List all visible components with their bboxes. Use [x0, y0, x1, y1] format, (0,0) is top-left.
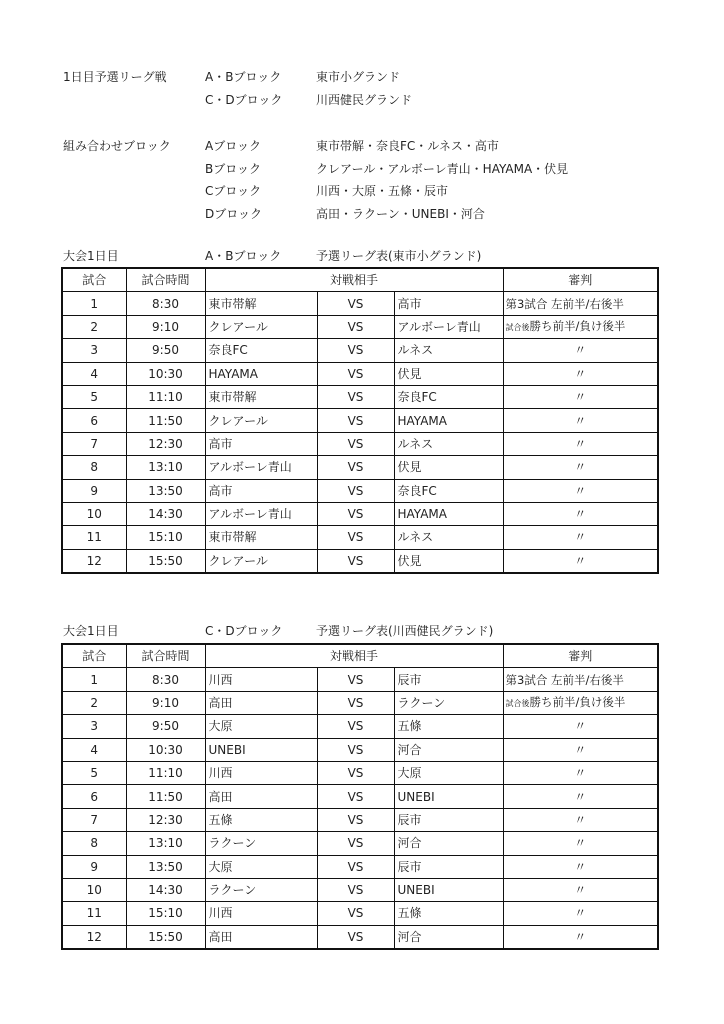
table-row	[62, 432, 658, 455]
away-team: 辰市	[394, 668, 503, 691]
match-time: 10:30	[126, 738, 205, 761]
match-number: 12	[62, 549, 126, 573]
referee: 〃	[503, 526, 658, 549]
away-team: 辰市	[394, 808, 503, 831]
vs-label: VS	[317, 902, 394, 925]
schedule-label: 1日目予選リーグ戦	[63, 70, 167, 84]
match-number: 9	[62, 855, 126, 878]
column-referee: 審判	[503, 644, 658, 668]
group-block: Dブロック	[205, 207, 263, 221]
referee: 〃	[503, 832, 658, 855]
home-team: 高田	[205, 785, 317, 808]
away-team: 伏見	[394, 362, 503, 385]
column-opponents: 対戦相手	[205, 268, 503, 292]
vs-label: VS	[317, 738, 394, 761]
table-row	[62, 785, 658, 808]
referee: 〃	[503, 761, 658, 784]
home-team: クレアール	[205, 549, 317, 573]
table-header	[62, 268, 658, 292]
match-number: 7	[62, 432, 126, 455]
away-team: 五條	[394, 715, 503, 738]
table-row	[62, 925, 658, 949]
away-team: HAYAMA	[394, 502, 503, 525]
vs-label: VS	[317, 785, 394, 808]
match-time: 8:30	[126, 668, 205, 691]
match-number: 8	[62, 832, 126, 855]
match-number: 3	[62, 339, 126, 362]
column-time: 試合時間	[126, 644, 205, 668]
group-teams: 東市帯解・奈良FC・ルネス・高市	[316, 139, 499, 153]
vs-label: VS	[317, 432, 394, 455]
referee: 試合後勝ち前半/負け後半	[503, 315, 658, 338]
vs-label: VS	[317, 362, 394, 385]
column-referee: 審判	[503, 268, 658, 292]
referee: 第3試合 左前半/右後半	[503, 668, 658, 691]
home-team: 高田	[205, 691, 317, 714]
home-team: 東市帯解	[205, 526, 317, 549]
table-row	[62, 855, 658, 878]
match-time: 8:30	[126, 292, 205, 315]
match-number: 1	[62, 292, 126, 315]
table-day: 大会1日目	[63, 249, 119, 263]
column-opponents: 対戦相手	[205, 644, 503, 668]
vs-label: VS	[317, 855, 394, 878]
home-team: 高田	[205, 925, 317, 949]
match-time: 13:10	[126, 832, 205, 855]
away-team: ルネス	[394, 526, 503, 549]
match-time: 13:50	[126, 855, 205, 878]
table-row	[62, 315, 658, 338]
league-table-cd	[61, 643, 659, 950]
match-number: 7	[62, 808, 126, 831]
vs-label: VS	[317, 292, 394, 315]
home-team: 東市帯解	[205, 292, 317, 315]
venue-name: 川西健民グランド	[316, 93, 413, 107]
match-time: 11:10	[126, 761, 205, 784]
away-team: 河合	[394, 925, 503, 949]
vs-label: VS	[317, 339, 394, 362]
table-title: 予選リーグ表(川西健民グランド)	[316, 624, 494, 638]
away-team: UNEBI	[394, 878, 503, 901]
table-row	[62, 456, 658, 479]
home-team: 東市帯解	[205, 385, 317, 408]
match-number: 6	[62, 409, 126, 432]
referee: 第3試合 左前半/右後半	[503, 292, 658, 315]
home-team: 大原	[205, 855, 317, 878]
table-row	[62, 526, 658, 549]
match-number: 4	[62, 738, 126, 761]
home-team: UNEBI	[205, 738, 317, 761]
table-row	[62, 549, 658, 573]
away-team: 奈良FC	[394, 479, 503, 502]
table-row	[62, 878, 658, 901]
referee: 〃	[503, 432, 658, 455]
table-row	[62, 761, 658, 784]
referee: 〃	[503, 502, 658, 525]
referee-note: 試合後	[505, 322, 530, 332]
match-number: 2	[62, 315, 126, 338]
venue-block: A・Bブロック	[205, 70, 282, 84]
vs-label: VS	[317, 456, 394, 479]
vs-label: VS	[317, 808, 394, 831]
match-time: 11:10	[126, 385, 205, 408]
table-block: C・Dブロック	[205, 624, 283, 638]
table-header	[62, 644, 658, 668]
home-team: ラクーン	[205, 878, 317, 901]
groups-label: 組み合わせブロック	[63, 139, 171, 153]
away-team: ルネス	[394, 432, 503, 455]
table-row	[62, 479, 658, 502]
away-team: 五條	[394, 902, 503, 925]
table-row	[62, 502, 658, 525]
away-team: HAYAMA	[394, 409, 503, 432]
home-team: ラクーン	[205, 832, 317, 855]
away-team: ルネス	[394, 339, 503, 362]
vs-label: VS	[317, 315, 394, 338]
referee: 〃	[503, 808, 658, 831]
home-team: 川西	[205, 902, 317, 925]
match-time: 15:10	[126, 526, 205, 549]
group-block: Bブロック	[205, 162, 261, 176]
match-number: 4	[62, 362, 126, 385]
match-time: 14:30	[126, 502, 205, 525]
table-row	[62, 409, 658, 432]
table-row	[62, 808, 658, 831]
home-team: クレアール	[205, 409, 317, 432]
referee: 〃	[503, 925, 658, 949]
table-row	[62, 362, 658, 385]
vs-label: VS	[317, 479, 394, 502]
match-time: 13:10	[126, 456, 205, 479]
vs-label: VS	[317, 715, 394, 738]
column-match: 試合	[62, 268, 126, 292]
referee: 〃	[503, 479, 658, 502]
group-teams: 高田・ラクーン・UNEBI・河合	[316, 207, 485, 221]
table-row	[62, 832, 658, 855]
match-time: 14:30	[126, 878, 205, 901]
vs-label: VS	[317, 526, 394, 549]
away-team: 高市	[394, 292, 503, 315]
match-time: 9:50	[126, 339, 205, 362]
venue-name: 東市小グランド	[316, 70, 401, 84]
match-time: 9:50	[126, 715, 205, 738]
home-team: アルボーレ青山	[205, 502, 317, 525]
away-team: 辰市	[394, 855, 503, 878]
home-team: HAYAMA	[205, 362, 317, 385]
match-time: 13:50	[126, 479, 205, 502]
match-number: 10	[62, 878, 126, 901]
group-teams: クレアール・アルボーレ青山・HAYAMA・伏見	[316, 162, 569, 176]
match-number: 11	[62, 526, 126, 549]
match-time: 9:10	[126, 315, 205, 338]
away-team: 伏見	[394, 456, 503, 479]
vs-label: VS	[317, 385, 394, 408]
referee: 〃	[503, 362, 658, 385]
away-team: アルボーレ青山	[394, 315, 503, 338]
referee: 〃	[503, 339, 658, 362]
match-number: 12	[62, 925, 126, 949]
away-team: ラクーン	[394, 691, 503, 714]
table-row	[62, 902, 658, 925]
table-row	[62, 715, 658, 738]
table-row	[62, 738, 658, 761]
referee: 〃	[503, 738, 658, 761]
vs-label: VS	[317, 691, 394, 714]
table-title: 予選リーグ表(東市小グランド)	[316, 249, 482, 263]
match-time: 12:30	[126, 432, 205, 455]
match-number: 5	[62, 761, 126, 784]
table-block: A・Bブロック	[205, 249, 282, 263]
away-team: 伏見	[394, 549, 503, 573]
venue-block: C・Dブロック	[205, 93, 283, 107]
referee: 〃	[503, 409, 658, 432]
match-time: 11:50	[126, 409, 205, 432]
referee: 〃	[503, 456, 658, 479]
away-team: UNEBI	[394, 785, 503, 808]
vs-label: VS	[317, 761, 394, 784]
home-team: クレアール	[205, 315, 317, 338]
match-number: 8	[62, 456, 126, 479]
match-time: 12:30	[126, 808, 205, 831]
referee: 試合後勝ち前半/負け後半	[503, 691, 658, 714]
vs-label: VS	[317, 502, 394, 525]
referee: 〃	[503, 902, 658, 925]
column-match: 試合	[62, 644, 126, 668]
vs-label: VS	[317, 925, 394, 949]
referee: 〃	[503, 715, 658, 738]
home-team: 大原	[205, 715, 317, 738]
match-number: 10	[62, 502, 126, 525]
home-team: 高市	[205, 432, 317, 455]
vs-label: VS	[317, 549, 394, 573]
match-time: 15:10	[126, 902, 205, 925]
match-number: 9	[62, 479, 126, 502]
table-day: 大会1日目	[63, 624, 119, 638]
match-number: 3	[62, 715, 126, 738]
match-time: 15:50	[126, 549, 205, 573]
match-time: 15:50	[126, 925, 205, 949]
referee: 〃	[503, 785, 658, 808]
table-row	[62, 668, 658, 691]
vs-label: VS	[317, 409, 394, 432]
away-team: 奈良FC	[394, 385, 503, 408]
match-number: 11	[62, 902, 126, 925]
group-block: Cブロック	[205, 184, 262, 198]
home-team: アルボーレ青山	[205, 456, 317, 479]
vs-label: VS	[317, 832, 394, 855]
home-team: 奈良FC	[205, 339, 317, 362]
table-row	[62, 339, 658, 362]
match-number: 6	[62, 785, 126, 808]
referee: 〃	[503, 878, 658, 901]
referee-note: 試合後	[505, 698, 530, 708]
match-time: 11:50	[126, 785, 205, 808]
table-row	[62, 691, 658, 714]
away-team: 河合	[394, 738, 503, 761]
away-team: 大原	[394, 761, 503, 784]
home-team: 高市	[205, 479, 317, 502]
league-table-ab	[61, 267, 659, 574]
match-time: 10:30	[126, 362, 205, 385]
table-row	[62, 292, 658, 315]
home-team: 川西	[205, 668, 317, 691]
home-team: 川西	[205, 761, 317, 784]
match-number: 5	[62, 385, 126, 408]
referee: 〃	[503, 549, 658, 573]
referee: 〃	[503, 385, 658, 408]
vs-label: VS	[317, 668, 394, 691]
column-time: 試合時間	[126, 268, 205, 292]
group-teams: 川西・大原・五條・辰市	[316, 184, 449, 198]
referee: 〃	[503, 855, 658, 878]
match-number: 2	[62, 691, 126, 714]
match-time: 9:10	[126, 691, 205, 714]
match-number: 1	[62, 668, 126, 691]
group-block: Aブロック	[205, 139, 261, 153]
away-team: 河合	[394, 832, 503, 855]
home-team: 五條	[205, 808, 317, 831]
table-row	[62, 385, 658, 408]
vs-label: VS	[317, 878, 394, 901]
